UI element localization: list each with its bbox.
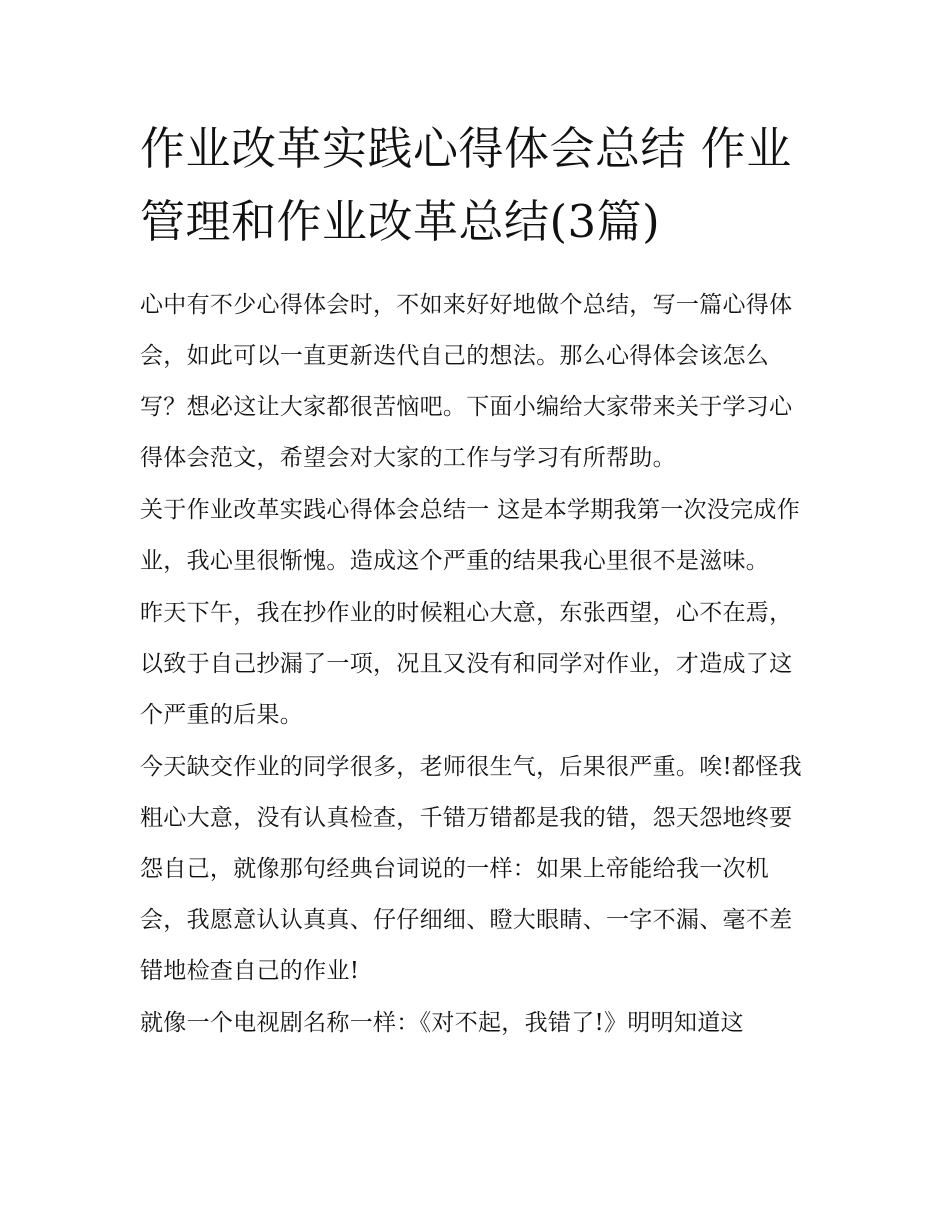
document-title: 作业改革实践心得体会总结 作业管理和作业改革总结(3篇) xyxy=(140,122,792,248)
document-body xyxy=(140,280,812,1049)
paragraph-today: 今天缺交作业的同学很多，老师很生气，后果很严重。唉!都怪我粗心大意，没有认真检查，千错万错都是我的错，怨天怨地终要怨自己，就像那句经典台词说的一样：如果上帝能给我一次机会，我愿意认认真真、仔仔细细、瞪大眼睛、一字不漏、毫不差错地检查自己的作业! xyxy=(140,754,802,984)
document-content xyxy=(140,112,812,1050)
paragraph-tv-drama: 就像一个电视剧名称一样：《对不起，我错了!》明明知道这 xyxy=(140,1010,744,1036)
paragraph-yesterday: 昨天下午，我在抄作业的时候粗心大意，东张西望，心不在焉，以致于自己抄漏了一项，况且又没有和同学对作业，才造成了这个严重的后果。 xyxy=(140,600,793,728)
paragraph-intro: 心中有不少心得体会时，不如来好好地做个总结，写一篇心得体会，如此可以一直更新迭代自己的想法。那么心得体会该怎么写？想必这让大家都很苦恼吧。下面小编给大家带来关于学习心得体会范文，希望会对大家的工作与学习有所帮助。 xyxy=(140,292,793,471)
paragraph-section-one: 关于作业改革实践心得体会总结一 这是本学期我第一次没完成作业，我心里很惭愧。造成这个严重的结果我心里很不是滋味。 xyxy=(140,497,801,574)
